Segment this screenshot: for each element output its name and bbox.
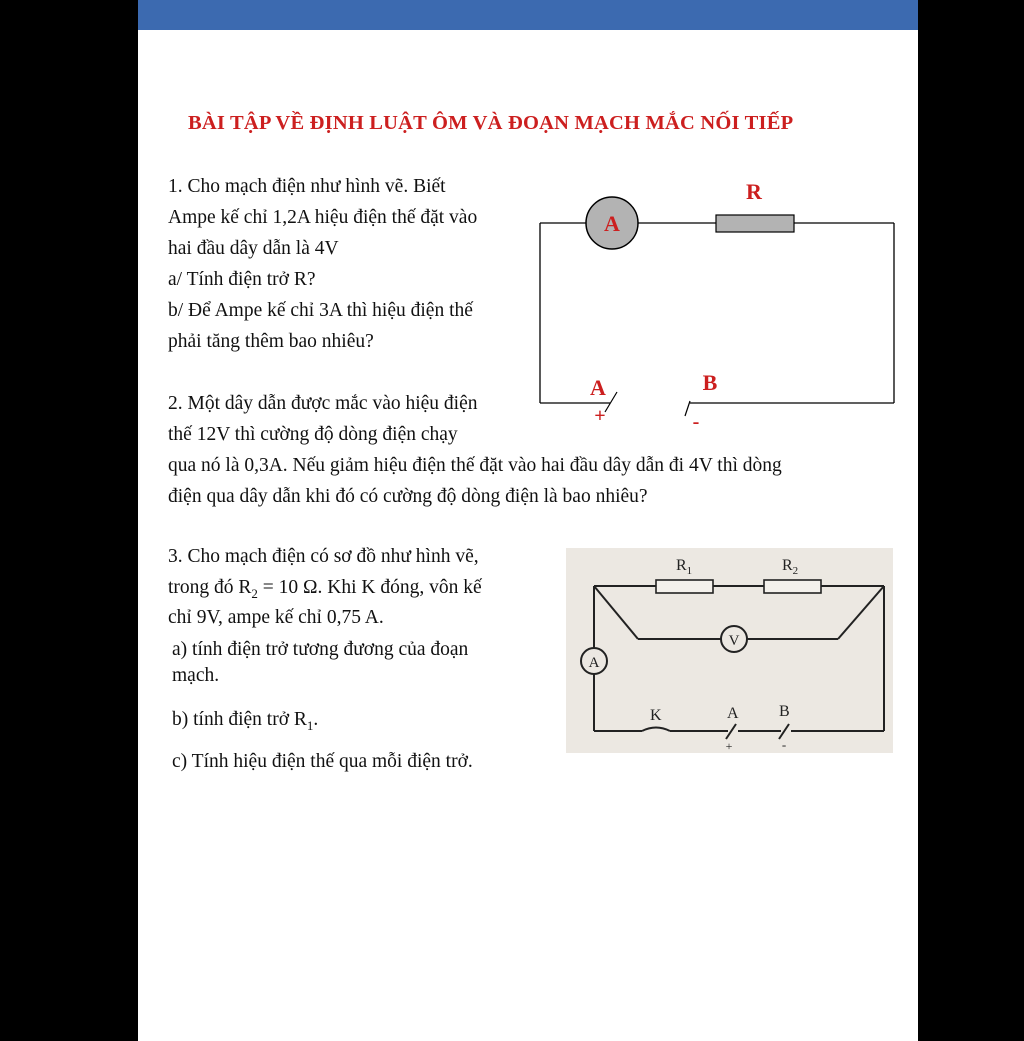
q3-b-post: . [313, 709, 319, 730]
q3-line-3: chỉ 9V, ampe kế chỉ 0,75 A. [168, 607, 384, 628]
q1-line-6: phải tăng thêm bao nhiêu? [168, 331, 374, 352]
r1-label: $R_1$ [676, 557, 693, 577]
switch-k-label: K [650, 707, 662, 724]
resistor-icon [716, 215, 794, 232]
q1-line-5: b/ Để Ampe kế chỉ 3A thì hiệu điện thế [168, 300, 473, 321]
voltmeter-label: V [728, 633, 740, 649]
terminal-b-tick [685, 401, 690, 416]
minus-sign: - [692, 411, 700, 433]
q3-b [172, 704, 318, 741]
resistor-label: R [746, 179, 762, 204]
q3-b-pre: b) tính điện trở R [172, 709, 307, 730]
minus-sign: - [781, 737, 787, 752]
q2-line-4: điện qua dây dẫn khi đó có cường độ dòng điện là bao nhiêu? [168, 486, 648, 507]
q3-a-line-2: mạch. [172, 665, 220, 686]
terminal-a-label: A [590, 375, 606, 400]
q2-line-2: thế 12V thì cường độ dòng điện chạy [168, 424, 458, 445]
ammeter-label: A [604, 211, 620, 236]
terminal-b-label: B [779, 703, 790, 720]
ammeter-label: A [588, 655, 600, 671]
q3-line-2-pre: trong đó R [168, 577, 252, 598]
q3-c: c) Tính hiệu điện thế qua mỗi điện trở. [172, 751, 473, 772]
q3-line-2-sub: 2 [251, 585, 258, 601]
q1-line-2: Ampe kế chỉ 1,2A hiệu điện thế đặt vào [168, 207, 478, 228]
resistor-r1-icon [656, 580, 713, 593]
q1-line-4: a/ Tính điện trở R? [168, 269, 316, 290]
r2-label: $R_2$ [782, 557, 799, 577]
plus-sign: + [725, 739, 733, 753]
page-title: BÀI TẬP VỀ ĐỊNH LUẬT ÔM VÀ ĐOẠN MẠCH MẮC NỐI TIẾP [188, 112, 794, 134]
plus-sign: + [594, 405, 606, 427]
q3-line-1: 3. Cho mạch điện có sơ đồ như hình vẽ, [168, 546, 479, 567]
q2-line-1: 2. Một dây dẫn được mắc vào hiệu điện [168, 393, 478, 414]
q1-line-1: 1. Cho mạch điện như hình vẽ. Biết [168, 176, 446, 197]
q1-line-3: hai đầu dây dẫn là 4V [168, 238, 339, 259]
terminal-a-label: A [727, 705, 739, 722]
q3-circuit-diagram [566, 548, 893, 753]
q3-a-line-1: a) tính điện trở tương đương của đoạn [172, 639, 469, 660]
top-bar [138, 0, 918, 30]
q3-b-sub: 1 [306, 717, 314, 733]
terminal-a-tick [605, 392, 617, 412]
q3-line-2-post: = 10 Ω. Khi K đóng, vôn kế [257, 577, 482, 598]
resistor-r2-icon [764, 580, 821, 593]
terminal-b-label: B [702, 370, 718, 395]
q2-line-3: qua nó là 0,3A. Nếu giảm hiệu điện thế đặt vào hai đầu dây dẫn đi 4V thì dòng [168, 455, 782, 476]
document-page [138, 0, 918, 1041]
q1-circuit-diagram [530, 170, 900, 435]
